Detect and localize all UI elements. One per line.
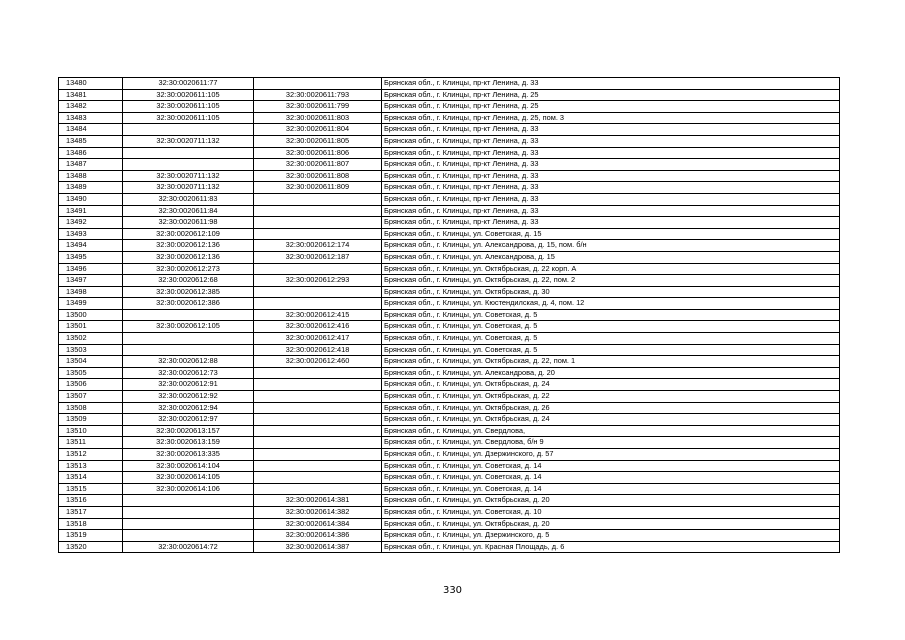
table-row xyxy=(59,170,840,182)
address-cell: Брянская обл., г. Клинцы, ул. Октябрьская, д. 22 корп. А xyxy=(382,263,840,275)
address-cell: Брянская обл., г. Клинцы, ул. Советская, д. 14 xyxy=(382,483,840,495)
cadastral-number-cell xyxy=(123,333,254,345)
object-cadastral-number-cell: 32:30:0020611:793 xyxy=(254,89,382,101)
cadastral-number-cell: 32:30:0020611:84 xyxy=(123,205,254,217)
table-row xyxy=(59,367,840,379)
row-number-cell: 13497 xyxy=(59,275,123,287)
object-cadastral-number-cell xyxy=(254,217,382,229)
cadastral-number-cell xyxy=(123,495,254,507)
cadastral-number-cell: 32:30:0020711:132 xyxy=(123,135,254,147)
row-number-cell: 13491 xyxy=(59,205,123,217)
cadastral-number-cell: 32:30:0020614:72 xyxy=(123,541,254,553)
address-cell: Брянская обл., г. Клинцы, ул. Кюстендилская, д. 4, пом. 12 xyxy=(382,298,840,310)
row-number-cell: 13511 xyxy=(59,437,123,449)
row-number-cell: 13482 xyxy=(59,101,123,113)
cadastral-number-cell: 32:30:0020612:97 xyxy=(123,414,254,426)
cadastral-number-cell: 32:30:0020612:385 xyxy=(123,286,254,298)
address-cell: Брянская обл., г. Клинцы, пр-кт Ленина, д. 33 xyxy=(382,135,840,147)
cadastral-number-cell xyxy=(123,159,254,171)
table-row xyxy=(59,472,840,484)
cadastral-number-cell: 32:30:0020612:91 xyxy=(123,379,254,391)
table-row xyxy=(59,263,840,275)
address-cell: Брянская обл., г. Клинцы, ул. Свердлова, б/н 9 xyxy=(382,437,840,449)
address-cell: Брянская обл., г. Клинцы, пр-кт Ленина, д. 33 xyxy=(382,124,840,136)
table-row xyxy=(59,321,840,333)
object-cadastral-number-cell: 32:30:0020611:799 xyxy=(254,101,382,113)
row-number-cell: 13500 xyxy=(59,309,123,321)
table-row xyxy=(59,356,840,368)
address-cell: Брянская обл., г. Клинцы, ул. Октябрьская, д. 20 xyxy=(382,495,840,507)
cadastral-number-cell: 32:30:0020611:98 xyxy=(123,217,254,229)
object-cadastral-number-cell: 32:30:0020611:803 xyxy=(254,112,382,124)
row-number-cell: 13494 xyxy=(59,240,123,252)
table-row xyxy=(59,182,840,194)
cadastral-number-cell: 32:30:0020613:157 xyxy=(123,425,254,437)
address-cell: Брянская обл., г. Клинцы, ул. Александрова, д. 20 xyxy=(382,367,840,379)
cadastral-number-cell: 32:30:0020612:94 xyxy=(123,402,254,414)
row-number-cell: 13514 xyxy=(59,472,123,484)
row-number-cell: 13517 xyxy=(59,506,123,518)
table-row xyxy=(59,449,840,461)
cadastral-number-cell: 32:30:0020611:105 xyxy=(123,101,254,113)
row-number-cell: 13498 xyxy=(59,286,123,298)
object-cadastral-number-cell xyxy=(254,391,382,403)
cadastral-number-cell: 32:30:0020611:105 xyxy=(123,112,254,124)
table-row xyxy=(59,159,840,171)
address-cell: Брянская обл., г. Клинцы, ул. Советская, д. 5 xyxy=(382,321,840,333)
cadastral-number-cell: 32:30:0020611:77 xyxy=(123,78,254,90)
cadastral-number-cell xyxy=(123,124,254,136)
address-cell: Брянская обл., г. Клинцы, пр-кт Ленина, д. 33 xyxy=(382,182,840,194)
table-row xyxy=(59,251,840,263)
address-cell: Брянская обл., г. Клинцы, пр-кт Ленина, д. 33 xyxy=(382,159,840,171)
address-cell: Брянская обл., г. Клинцы, пр-кт Ленина, д. 33 xyxy=(382,193,840,205)
row-number-cell: 13501 xyxy=(59,321,123,333)
row-number-cell: 13493 xyxy=(59,228,123,240)
row-number-cell: 13509 xyxy=(59,414,123,426)
row-number-cell: 13499 xyxy=(59,298,123,310)
table-row xyxy=(59,78,840,90)
table-row xyxy=(59,391,840,403)
address-cell: Брянская обл., г. Клинцы, ул. Александрова, д. 15, пом. б/н xyxy=(382,240,840,252)
row-number-cell: 13516 xyxy=(59,495,123,507)
address-cell: Брянская обл., г. Клинцы, ул. Советская, д. 5 xyxy=(382,309,840,321)
table-row xyxy=(59,460,840,472)
cadastral-number-cell: 32:30:0020613:159 xyxy=(123,437,254,449)
row-number-cell: 13490 xyxy=(59,193,123,205)
table-row xyxy=(59,402,840,414)
table-row xyxy=(59,275,840,287)
address-cell: Брянская обл., г. Клинцы, пр-кт Ленина, д. 33 xyxy=(382,205,840,217)
object-cadastral-number-cell xyxy=(254,449,382,461)
cadastral-number-cell: 32:30:0020611:105 xyxy=(123,89,254,101)
object-cadastral-number-cell xyxy=(254,379,382,391)
object-cadastral-number-cell: 32:30:0020614:386 xyxy=(254,530,382,542)
row-number-cell: 13504 xyxy=(59,356,123,368)
table-row xyxy=(59,205,840,217)
cadastral-number-cell xyxy=(123,518,254,530)
table-row xyxy=(59,483,840,495)
row-number-cell: 13503 xyxy=(59,344,123,356)
row-number-cell: 13484 xyxy=(59,124,123,136)
cadastral-number-cell: 32:30:0020612:73 xyxy=(123,367,254,379)
address-cell: Брянская обл., г. Клинцы, ул. Советская, д. 15 xyxy=(382,228,840,240)
cadastral-number-cell: 32:30:0020612:136 xyxy=(123,240,254,252)
page-number: 330 xyxy=(442,585,463,596)
object-cadastral-number-cell xyxy=(254,414,382,426)
address-cell: Брянская обл., г. Клинцы, пр-кт Ленина, д. 25 xyxy=(382,101,840,113)
cadastral-number-cell xyxy=(123,147,254,159)
object-cadastral-number-cell: 32:30:0020612:174 xyxy=(254,240,382,252)
row-number-cell: 13496 xyxy=(59,263,123,275)
row-number-cell: 13483 xyxy=(59,112,123,124)
object-cadastral-number-cell xyxy=(254,367,382,379)
cadastral-number-cell xyxy=(123,344,254,356)
object-cadastral-number-cell xyxy=(254,193,382,205)
cadastral-number-cell: 32:30:0020613:335 xyxy=(123,449,254,461)
address-cell: Брянская обл., г. Клинцы, ул. Советская, д. 10 xyxy=(382,506,840,518)
row-number-cell: 13480 xyxy=(59,78,123,90)
address-cell: Брянская обл., г. Клинцы, пр-кт Ленина, д. 33 xyxy=(382,147,840,159)
address-cell: Брянская обл., г. Клинцы, ул. Советская, д. 14 xyxy=(382,460,840,472)
row-number-cell: 13518 xyxy=(59,518,123,530)
row-number-cell: 13485 xyxy=(59,135,123,147)
row-number-cell: 13495 xyxy=(59,251,123,263)
object-cadastral-number-cell: 32:30:0020611:808 xyxy=(254,170,382,182)
table-row xyxy=(59,379,840,391)
table-row xyxy=(59,437,840,449)
address-cell: Брянская обл., г. Клинцы, ул. Октябрьская, д. 20 xyxy=(382,518,840,530)
object-cadastral-number-cell: 32:30:0020611:806 xyxy=(254,147,382,159)
address-cell: Брянская обл., г. Клинцы, ул. Октябрьская, д. 26 xyxy=(382,402,840,414)
row-number-cell: 13481 xyxy=(59,89,123,101)
object-cadastral-number-cell: 32:30:0020614:384 xyxy=(254,518,382,530)
table-row xyxy=(59,344,840,356)
cadastral-number-cell: 32:30:0020612:386 xyxy=(123,298,254,310)
cadastral-number-cell: 32:30:0020612:273 xyxy=(123,263,254,275)
cadastral-number-cell: 32:30:0020612:68 xyxy=(123,275,254,287)
table-row xyxy=(59,135,840,147)
table-row xyxy=(59,112,840,124)
address-cell: Брянская обл., г. Клинцы, ул. Свердлова, xyxy=(382,425,840,437)
row-number-cell: 13515 xyxy=(59,483,123,495)
object-cadastral-number-cell xyxy=(254,437,382,449)
table-row xyxy=(59,217,840,229)
row-number-cell: 13487 xyxy=(59,159,123,171)
table-row xyxy=(59,228,840,240)
row-number-cell: 13492 xyxy=(59,217,123,229)
object-cadastral-number-cell: 32:30:0020614:381 xyxy=(254,495,382,507)
registry-table xyxy=(58,77,840,553)
row-number-cell: 13489 xyxy=(59,182,123,194)
object-cadastral-number-cell xyxy=(254,460,382,472)
object-cadastral-number-cell xyxy=(254,78,382,90)
object-cadastral-number-cell: 32:30:0020614:387 xyxy=(254,541,382,553)
object-cadastral-number-cell: 32:30:0020612:293 xyxy=(254,275,382,287)
address-cell: Брянская обл., г. Клинцы, пр-кт Ленина, д. 33 xyxy=(382,170,840,182)
table-row xyxy=(59,541,840,553)
address-cell: Брянская обл., г. Клинцы, пр-кт Ленина, д. 25, пом. 3 xyxy=(382,112,840,124)
table-row xyxy=(59,193,840,205)
table-row xyxy=(59,240,840,252)
row-number-cell: 13488 xyxy=(59,170,123,182)
cadastral-number-cell xyxy=(123,530,254,542)
address-cell: Брянская обл., г. Клинцы, ул. Октябрьская, д. 22 xyxy=(382,391,840,403)
table-row xyxy=(59,147,840,159)
cadastral-number-cell: 32:30:0020614:106 xyxy=(123,483,254,495)
table-row xyxy=(59,518,840,530)
object-cadastral-number-cell: 32:30:0020612:460 xyxy=(254,356,382,368)
object-cadastral-number-cell xyxy=(254,425,382,437)
object-cadastral-number-cell: 32:30:0020611:807 xyxy=(254,159,382,171)
table-row xyxy=(59,333,840,345)
cadastral-number-cell: 32:30:0020711:132 xyxy=(123,182,254,194)
object-cadastral-number-cell: 32:30:0020611:805 xyxy=(254,135,382,147)
address-cell: Брянская обл., г. Клинцы, ул. Советская, д. 5 xyxy=(382,333,840,345)
row-number-cell: 13507 xyxy=(59,391,123,403)
cadastral-number-cell xyxy=(123,309,254,321)
object-cadastral-number-cell: 32:30:0020611:809 xyxy=(254,182,382,194)
cadastral-number-cell: 32:30:0020612:105 xyxy=(123,321,254,333)
registry-table-body xyxy=(59,78,840,553)
table-row xyxy=(59,495,840,507)
object-cadastral-number-cell: 32:30:0020612:415 xyxy=(254,309,382,321)
object-cadastral-number-cell: 32:30:0020611:804 xyxy=(254,124,382,136)
table-row xyxy=(59,530,840,542)
address-cell: Брянская обл., г. Клинцы, ул. Дзержинского, д. 57 xyxy=(382,449,840,461)
address-cell: Брянская обл., г. Клинцы, ул. Советская, д. 14 xyxy=(382,472,840,484)
cadastral-number-cell: 32:30:0020614:104 xyxy=(123,460,254,472)
row-number-cell: 13506 xyxy=(59,379,123,391)
object-cadastral-number-cell: 32:30:0020612:418 xyxy=(254,344,382,356)
address-cell: Брянская обл., г. Клинцы, ул. Октябрьская, д. 22, пом. 2 xyxy=(382,275,840,287)
address-cell: Брянская обл., г. Клинцы, ул. Октябрьская, д. 22, пом. 1 xyxy=(382,356,840,368)
address-cell: Брянская обл., г. Клинцы, ул. Октябрьская, д. 30 xyxy=(382,286,840,298)
row-number-cell: 13502 xyxy=(59,333,123,345)
address-cell: Брянская обл., г. Клинцы, ул. Октябрьская, д. 24 xyxy=(382,379,840,391)
table-row xyxy=(59,309,840,321)
object-cadastral-number-cell xyxy=(254,298,382,310)
object-cadastral-number-cell xyxy=(254,472,382,484)
cadastral-number-cell: 32:30:0020612:109 xyxy=(123,228,254,240)
object-cadastral-number-cell: 32:30:0020612:416 xyxy=(254,321,382,333)
object-cadastral-number-cell: 32:30:0020612:417 xyxy=(254,333,382,345)
table-row xyxy=(59,414,840,426)
cadastral-number-cell: 32:30:0020711:132 xyxy=(123,170,254,182)
row-number-cell: 13512 xyxy=(59,449,123,461)
object-cadastral-number-cell: 32:30:0020614:382 xyxy=(254,506,382,518)
address-cell: Брянская обл., г. Клинцы, ул. Красная Площадь, д. 6 xyxy=(382,541,840,553)
cadastral-number-cell: 32:30:0020612:136 xyxy=(123,251,254,263)
table-row xyxy=(59,506,840,518)
cadastral-number-cell: 32:30:0020614:105 xyxy=(123,472,254,484)
table-row xyxy=(59,286,840,298)
table-row xyxy=(59,101,840,113)
address-cell: Брянская обл., г. Клинцы, ул. Октябрьская, д. 24 xyxy=(382,414,840,426)
row-number-cell: 13520 xyxy=(59,541,123,553)
address-cell: Брянская обл., г. Клинцы, пр-кт Ленина, д. 33 xyxy=(382,217,840,229)
address-cell: Брянская обл., г. Клинцы, ул. Советская, д. 5 xyxy=(382,344,840,356)
row-number-cell: 13508 xyxy=(59,402,123,414)
address-cell: Брянская обл., г. Клинцы, ул. Дзержинского, д. 5 xyxy=(382,530,840,542)
row-number-cell: 13486 xyxy=(59,147,123,159)
address-cell: Брянская обл., г. Клинцы, пр-кт Ленина, д. 33 xyxy=(382,78,840,90)
address-cell: Брянская обл., г. Клинцы, пр-кт Ленина, д. 25 xyxy=(382,89,840,101)
row-number-cell: 13510 xyxy=(59,425,123,437)
table-row xyxy=(59,298,840,310)
row-number-cell: 13513 xyxy=(59,460,123,472)
object-cadastral-number-cell xyxy=(254,483,382,495)
table-row xyxy=(59,89,840,101)
cadastral-number-cell: 32:30:0020611:83 xyxy=(123,193,254,205)
cadastral-number-cell xyxy=(123,506,254,518)
row-number-cell: 13519 xyxy=(59,530,123,542)
object-cadastral-number-cell: 32:30:0020612:187 xyxy=(254,251,382,263)
address-cell: Брянская обл., г. Клинцы, ул. Александрова, д. 15 xyxy=(382,251,840,263)
table-row xyxy=(59,425,840,437)
object-cadastral-number-cell xyxy=(254,402,382,414)
cadastral-number-cell: 32:30:0020612:88 xyxy=(123,356,254,368)
table-row xyxy=(59,124,840,136)
object-cadastral-number-cell xyxy=(254,286,382,298)
row-number-cell: 13505 xyxy=(59,367,123,379)
cadastral-number-cell: 32:30:0020612:92 xyxy=(123,391,254,403)
object-cadastral-number-cell xyxy=(254,263,382,275)
object-cadastral-number-cell xyxy=(254,205,382,217)
object-cadastral-number-cell xyxy=(254,228,382,240)
